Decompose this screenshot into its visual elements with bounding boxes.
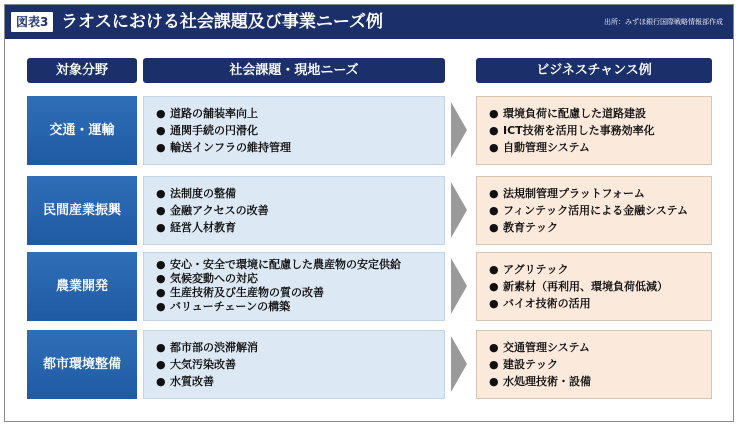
list-item: ● 生産技術及び生産物の質の改善 bbox=[156, 286, 324, 299]
issues-box bbox=[143, 176, 445, 245]
issues-box bbox=[143, 330, 445, 399]
list-item: ● 建設テック bbox=[489, 358, 558, 371]
list-item: ● 教育テック bbox=[489, 221, 558, 234]
category-cell: 都市環境整備 bbox=[27, 330, 137, 399]
opportunities-box bbox=[476, 96, 712, 165]
list-item: ● 環境負荷に配慮した道路建設 bbox=[489, 107, 646, 120]
list-item: ● 法規制管理プラットフォーム bbox=[489, 187, 645, 200]
figure-title: ラオスにおける社会課題及び事業ニーズ例 bbox=[61, 12, 383, 32]
chevron-right-icon bbox=[451, 102, 467, 158]
title-bar bbox=[5, 5, 733, 39]
column-header-opportunities: ビジネスチャンス例 bbox=[476, 58, 712, 83]
column-header-issues: 社会課題・現地ニーズ bbox=[143, 58, 445, 83]
chevron-right-icon bbox=[451, 258, 467, 314]
category-cell: 交通・運輸 bbox=[27, 96, 137, 165]
list-item: ● 水処理技術・設備 bbox=[489, 375, 591, 388]
chevron-right-icon bbox=[451, 182, 467, 238]
list-item: ● フィンテック活用による金融システム bbox=[489, 204, 689, 217]
opportunities-box bbox=[476, 330, 712, 399]
list-item: ● 気候変動への対応 bbox=[156, 272, 258, 285]
list-item: ● バイオ技術の活用 bbox=[489, 297, 591, 310]
opportunities-box bbox=[476, 252, 712, 321]
list-item: ● 水質改善 bbox=[156, 375, 214, 388]
source-note: 出所：みずほ銀行国際戦略情報部作成 bbox=[604, 18, 723, 26]
list-item: ● バリューチェーンの構築 bbox=[156, 300, 291, 313]
list-item: ● 新素材（再利用、環境負荷低減） bbox=[489, 280, 668, 293]
list-item: ● 大気汚染改善 bbox=[156, 358, 236, 371]
category-cell: 農業開発 bbox=[27, 252, 137, 321]
list-item: ● 法制度の整備 bbox=[156, 187, 236, 200]
list-item: ● 通関手続の円滑化 bbox=[156, 124, 258, 137]
list-item: ● アグリテック bbox=[489, 263, 569, 276]
list-item: ● 安心・安全で環境に配慮した農産物の安定供給 bbox=[156, 258, 401, 271]
opportunities-box bbox=[476, 176, 712, 245]
list-item: ● 金融アクセスの改善 bbox=[156, 204, 269, 217]
list-item: ● 自動管理システム bbox=[489, 141, 590, 154]
column-header-category: 対象分野 bbox=[27, 58, 137, 83]
list-item: ● ICT技術を活用した事務効率化 bbox=[489, 124, 655, 137]
issues-box bbox=[143, 96, 445, 165]
issues-box bbox=[143, 252, 445, 321]
figure-label: 図表3 bbox=[11, 12, 53, 32]
list-item: ● 輸送インフラの維持管理 bbox=[156, 141, 291, 154]
list-item: ● 経営人材教育 bbox=[156, 221, 236, 234]
chevron-right-icon bbox=[451, 336, 467, 392]
list-item: ● 道路の舗装率向上 bbox=[156, 107, 258, 120]
category-cell: 民間産業振興 bbox=[27, 176, 137, 245]
list-item: ● 都市部の渋滞解消 bbox=[156, 341, 258, 354]
list-item: ● 交通管理システム bbox=[489, 341, 590, 354]
